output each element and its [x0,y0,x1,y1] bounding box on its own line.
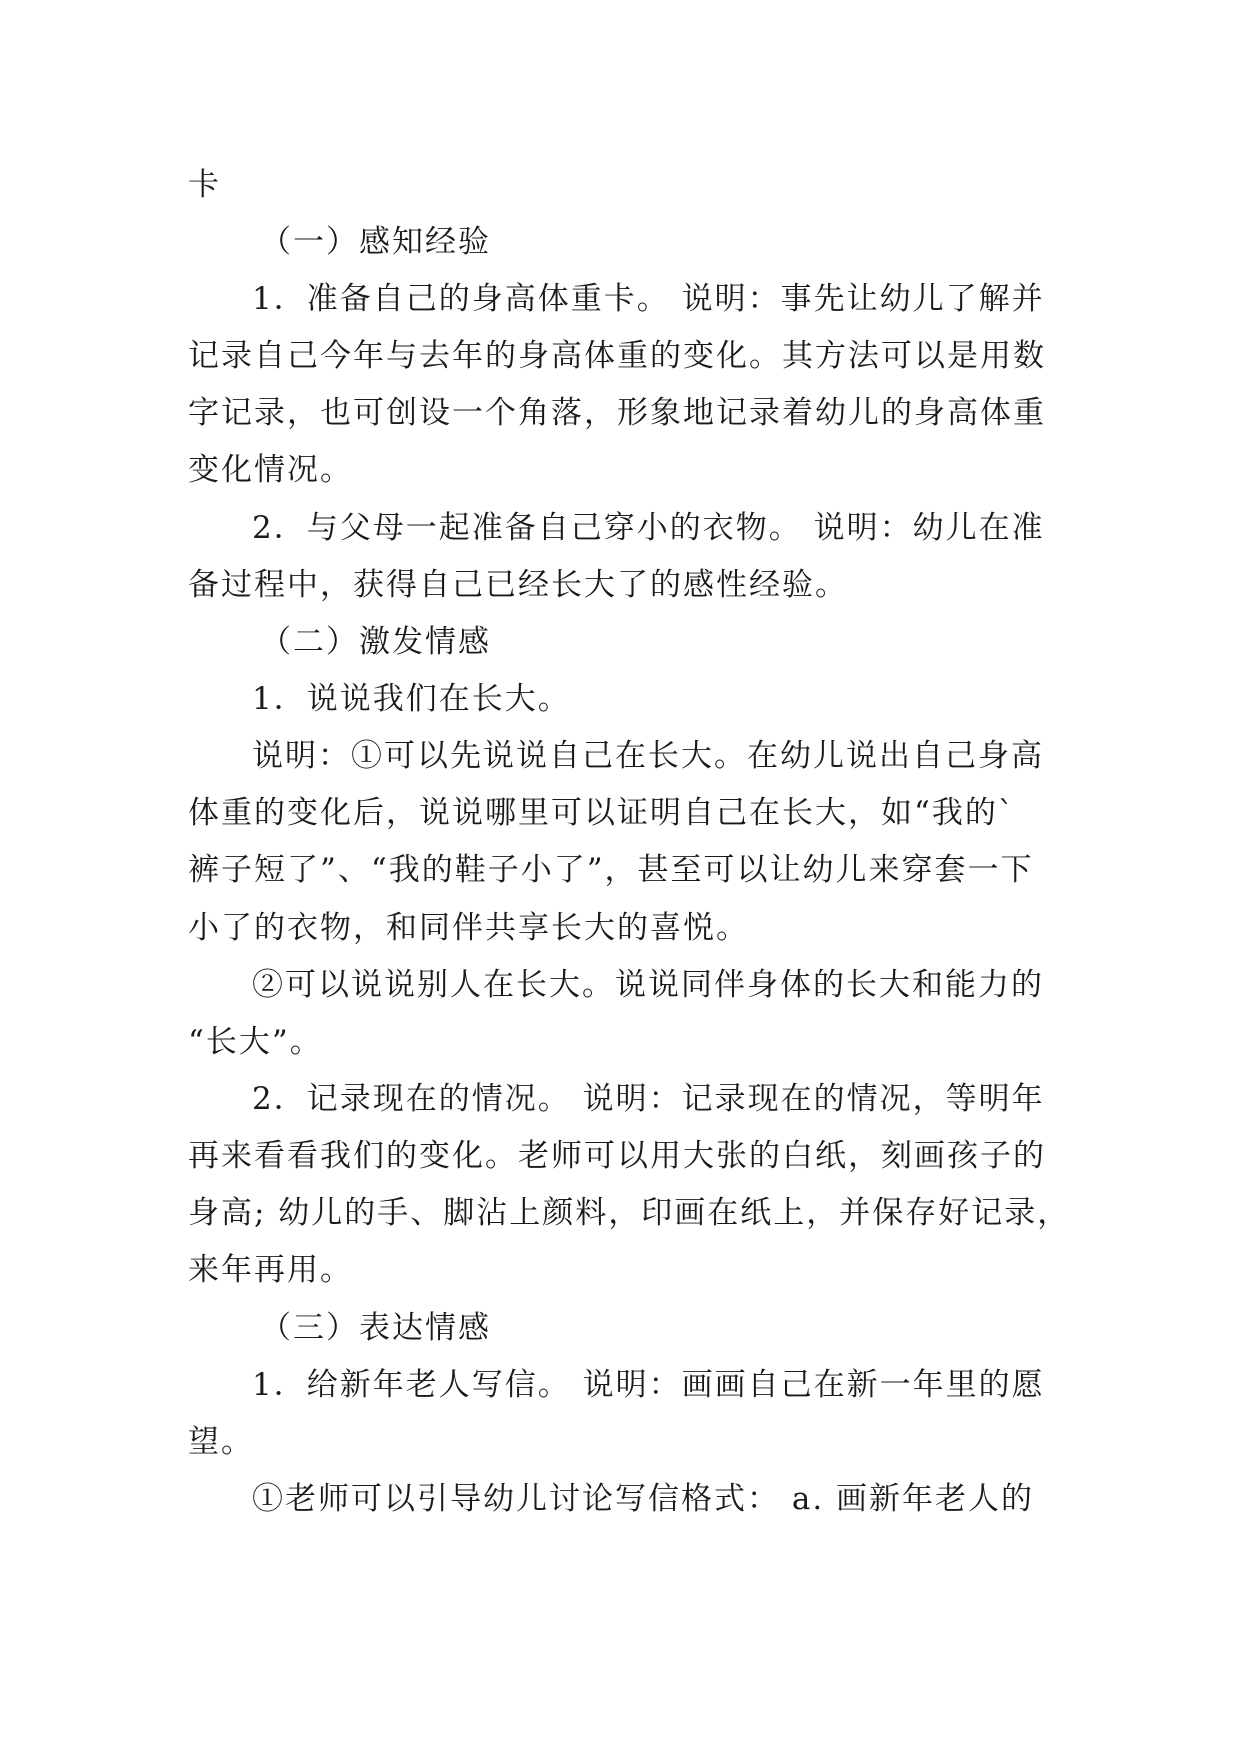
text-line: 变化情况。 [188,452,353,488]
section-heading: （二）激发情感 [260,624,491,660]
text-line: 1．给新年老人写信。 说明：画画自己在新一年里的愿 [252,1367,1045,1403]
text-line: ②可以说说别人在长大。说说同伴身体的长大和能力的 [252,967,1044,1003]
text-line: 身高; 幼儿的手、脚沾上颜料，印画在纸上，并保存好记录， [188,1195,1071,1231]
text-line: 字记录，也可创设一个角落，形象地记录着幼儿的身高体重 [188,395,1046,431]
text-line: 2．与父母一起准备自己穿小的衣物。 说明：幼儿在准 [252,510,1045,546]
text-line: 裤子短了”、“我的鞋子小了”，甚至可以让幼儿来穿套一下 [188,852,1034,888]
text-line: 来年再用。 [188,1252,353,1288]
text-line: 卡 [188,167,221,203]
text-line: 2．记录现在的情况。 说明：记录现在的情况，等明年 [252,1081,1045,1117]
text-line: 体重的变化后，说说哪里可以证明自己在长大，如“我的` [188,795,1016,831]
text-line: 1．准备自己的身高体重卡。 说明：事先让幼儿了解并 [252,281,1045,317]
text-line: 小了的衣物，和同伴共享长大的喜悦。 [188,910,749,946]
section-heading: （一）感知经验 [260,224,491,260]
text-line: “长大”。 [188,1024,323,1060]
text-line: 备过程中，获得自己已经长大了的感性经验。 [188,567,848,603]
section-heading: （三）表达情感 [260,1310,491,1346]
text-line: 再来看看我们的变化。老师可以用大张的白纸，刻画孩子的 [188,1138,1046,1174]
text-line: 记录自己今年与去年的身高体重的变化。其方法可以是用数 [188,338,1046,374]
text-line: 1．说说我们在长大。 [252,681,571,717]
text-line: 说明：①可以先说说自己在长大。在幼儿说出自己身高 [252,738,1044,774]
text-line: ①老师可以引导幼儿讨论写信格式： a. 画新年老人的 [252,1481,1035,1517]
text-line: 望。 [188,1424,254,1460]
